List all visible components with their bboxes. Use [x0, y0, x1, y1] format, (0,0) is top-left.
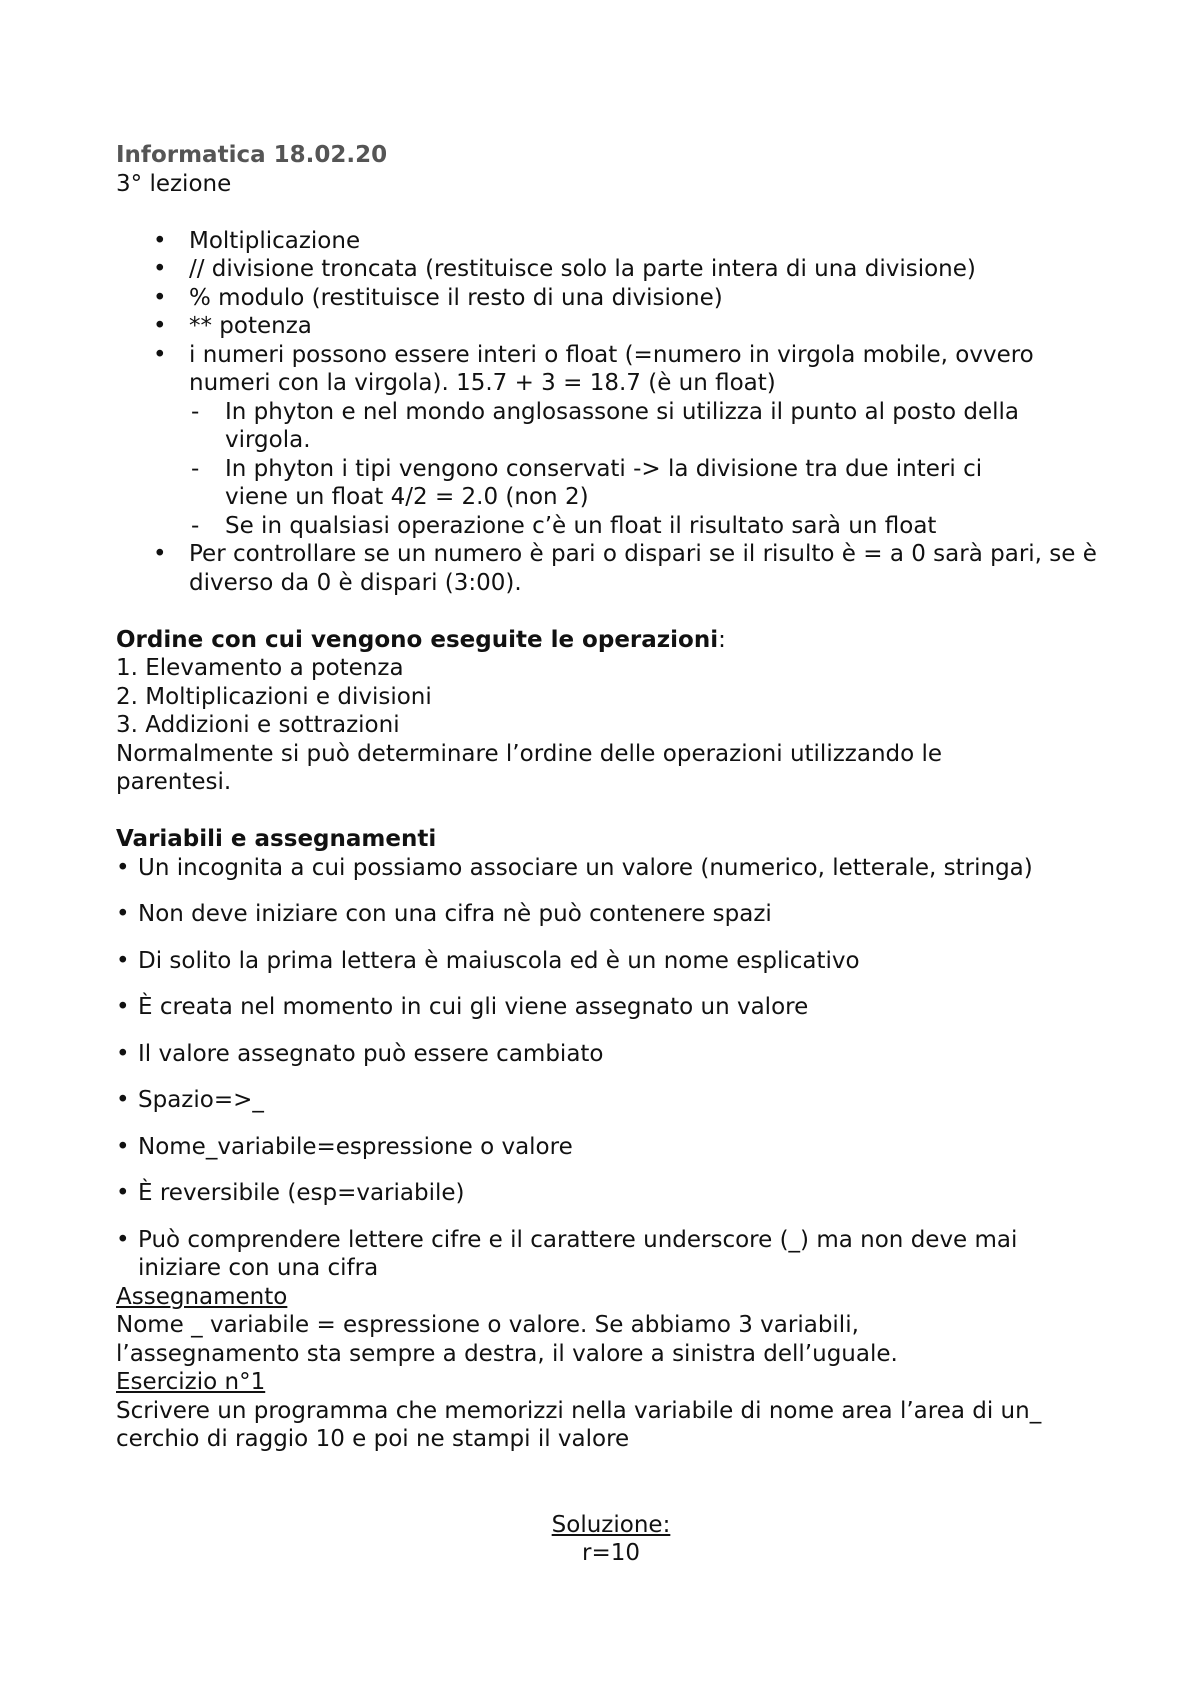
exercise-heading: Esercizio n°1 — [116, 1369, 266, 1395]
lesson-subtitle: 3° lezione — [116, 170, 232, 197]
sublist-item: - In phyton i tipi vengono conservati -> la divisione tra due interi ci viene un float 4/2 = 2.0 (non 2) — [189, 455, 1029, 512]
order-heading-line — [116, 626, 1106, 655]
variables-heading: Variabili e assegnamenti — [116, 826, 437, 852]
list-item: • Spazio=>_ — [116, 1086, 1106, 1115]
order-heading-colon: : — [718, 626, 726, 653]
operators-list — [116, 227, 1106, 598]
exercise-text: Scrivere un programma che memorizzi nella variabile di nome area l’area di un_ cerchio di raggio 10 e poi ne stampi il valore — [116, 1397, 1042, 1452]
list-item: • Di solito la prima lettera è maiuscola ed è un nome esplicativo — [116, 947, 1106, 976]
list-item: • % modulo (restituisce il resto di una divisione) — [116, 284, 1106, 313]
list-item: • Il valore assegnato può essere cambiato — [116, 1040, 1106, 1069]
list-item: • Può comprendere lettere cifre e il carattere underscore (_) ma non deve mai iniziare con una cifra — [116, 1226, 1068, 1283]
spacer — [116, 1482, 1106, 1511]
assignment-heading: Assegnamento — [116, 1283, 288, 1310]
solution-code: r=10 — [582, 1540, 640, 1566]
order-step: 2. Moltiplicazioni e divisioni — [116, 683, 432, 710]
order-heading: Ordine con cui vengono eseguite le operazioni — [116, 626, 719, 653]
order-note: Normalmente si può determinare l’ordine delle operazioni utilizzando le parentesi. — [116, 740, 943, 795]
numbers-sublist — [189, 398, 1029, 541]
spacer — [116, 597, 1106, 626]
order-step: 1. Elevamento a potenza — [116, 655, 404, 681]
assignment-text: Nome _ variabile = espressione o valore. Se abbiamo 3 variabili, l’assegnamento sta sempre a destra, il valore a sinistra dell’uguale. — [116, 1312, 898, 1367]
sublist-item: - Se in qualsiasi operazione c’è un float il risultato sarà un float — [189, 512, 1029, 541]
document-title: Informatica 18.02.20 — [116, 142, 388, 168]
spacer — [116, 797, 1106, 826]
solution-heading: Soluzione: — [551, 1511, 671, 1538]
list-item-numbers — [116, 341, 1106, 541]
list-item: • Non deve iniziare con una cifra nè può contenere spazi — [116, 900, 1106, 929]
list-item: • Nome_variabile=espressione o valore — [116, 1133, 1106, 1162]
list-item: • Moltiplicazione — [116, 227, 1106, 256]
solution-block — [116, 1511, 1106, 1568]
spacer — [116, 198, 1106, 227]
list-item: • È creata nel momento in cui gli viene assegnato un valore — [116, 993, 1106, 1022]
list-item: • Un incognita a cui possiamo associare un valore (numerico, letterale, stringa) — [116, 854, 1106, 883]
list-item-parity — [116, 540, 1106, 597]
list-item-text: • Per controllare se un numero è pari o dispari se il risulto è = a 0 sarà pari, se è diverso da 0 è dispari (3:00). — [189, 541, 1097, 596]
variables-list — [116, 854, 1106, 1283]
order-step: 3. Addizioni e sottrazioni — [116, 712, 400, 738]
sublist-item: - In phyton e nel mondo anglosassone si utilizza il punto al posto della virgola. — [189, 398, 1029, 455]
document-page — [116, 141, 1106, 1568]
list-item: • ** potenza — [116, 312, 1106, 341]
list-item: • È reversibile (esp=variabile) — [116, 1179, 1106, 1208]
spacer — [116, 1454, 1106, 1483]
list-item-text: • i numeri possono essere interi o float (=numero in virgola mobile, ovvero numeri con la virgola). 15.7 + 3 = 18.7 (è un float) — [189, 341, 1034, 396]
list-item: • // divisione troncata (restituisce solo la parte intera di una divisione) — [116, 255, 1106, 284]
